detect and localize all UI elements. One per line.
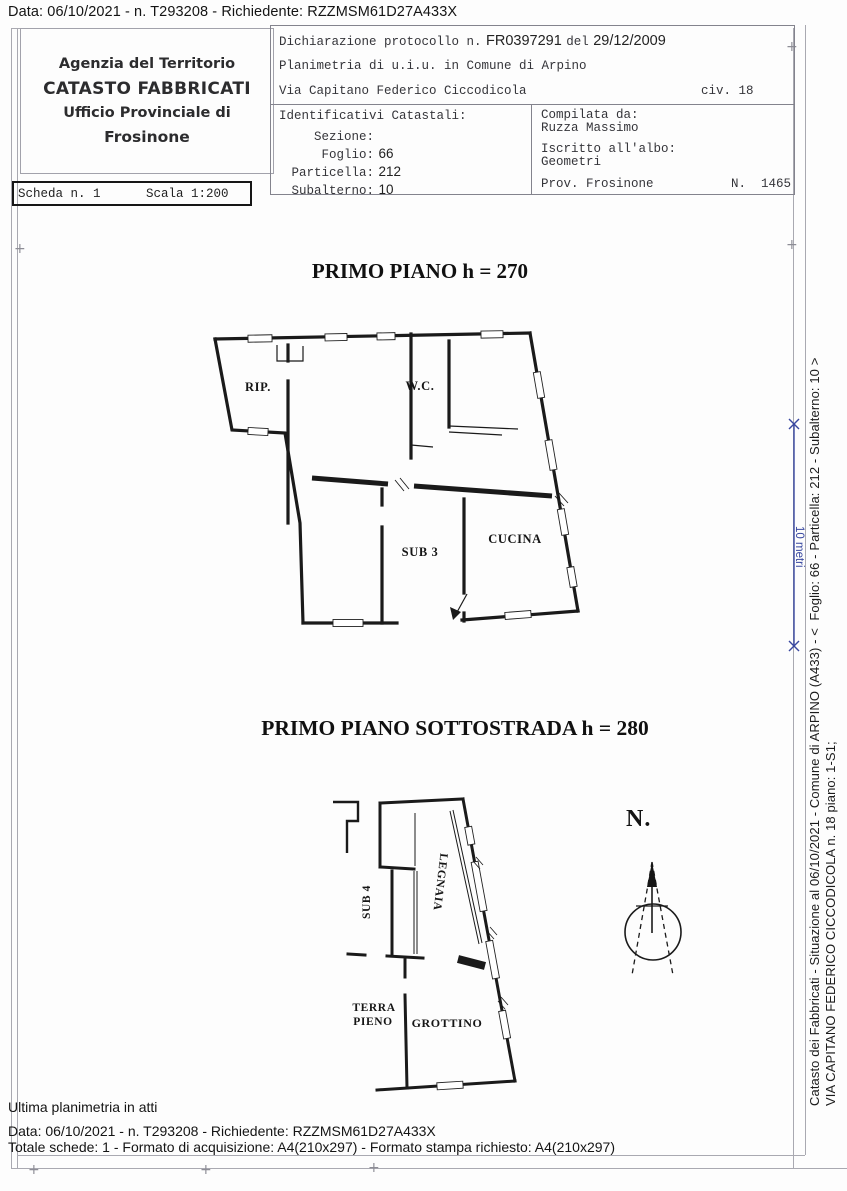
registration-mark: + bbox=[786, 237, 798, 253]
compiler-number: N. 1465 bbox=[731, 177, 792, 191]
sheet-number: Scheda n. 1 bbox=[18, 186, 101, 201]
plan2-detached-wall bbox=[333, 802, 358, 853]
compiler-cell bbox=[531, 104, 794, 194]
declaration-del: del bbox=[566, 35, 589, 49]
plan2-title: PRIMO PIANO SOTTOSTRADA h = 280 bbox=[261, 716, 649, 740]
room-label-pieno: PIENO bbox=[353, 1016, 393, 1028]
room-label-wc: W.C. bbox=[405, 379, 435, 393]
declaration-street: Via Capitano Federico Ciccodicola bbox=[279, 84, 527, 98]
room-label-sub3: SUB 3 bbox=[401, 545, 439, 559]
protocol-number: FR0397291 bbox=[486, 33, 562, 49]
identifier-value: 10 bbox=[378, 182, 394, 197]
agency-line3: Ufficio Provinciale di bbox=[63, 105, 231, 121]
identifier-label: Particella: bbox=[291, 166, 374, 180]
footer-line2: Data: 06/10/2021 - n. T293208 - Richiedente: RZZMSM61D27A433X bbox=[8, 1123, 436, 1139]
identifiers-title: Identificativi Catastali: bbox=[279, 109, 467, 123]
identifier-label: Sezione: bbox=[313, 130, 374, 144]
protocol-date: 29/12/2009 bbox=[593, 33, 666, 49]
sheet-scale-box bbox=[12, 181, 252, 206]
room-label-rip: RIP. bbox=[245, 380, 271, 394]
floor-plan-sottostrada bbox=[330, 795, 530, 1095]
declaration-label: Dichiarazione protocollo n. bbox=[279, 35, 482, 49]
north-arrow-icon bbox=[600, 805, 710, 990]
registration-mark: + bbox=[28, 1162, 40, 1178]
sidebar-text-line1: Catasto dei Fabbricati - Situazione al 06/10/2021 - Comune di ARPINO (A433) - < Foglio: 66 - Particella: 212 - Subalterno: 10 > bbox=[807, 357, 822, 1106]
plan1-walls bbox=[215, 333, 578, 623]
compiler-province: Prov. Frosinone bbox=[541, 177, 654, 191]
room-label-grottino: GROTTINO bbox=[411, 1016, 483, 1030]
frame-right-outer bbox=[805, 25, 806, 1155]
agency-line1: Agenzia del Territorio bbox=[58, 56, 236, 72]
registration-mark: + bbox=[14, 241, 26, 257]
room-label-legnaia: LEGNAIA bbox=[430, 852, 450, 912]
compiler-albo-label: Iscritto all'albo: bbox=[541, 142, 677, 156]
identifier-value: 212 bbox=[378, 164, 401, 179]
declaration-line1 bbox=[279, 32, 666, 50]
header-table bbox=[270, 25, 795, 198]
identifier-value: 66 bbox=[378, 146, 394, 161]
plan1-thin-walls bbox=[277, 345, 518, 447]
compiler-name: Ruzza Massimo bbox=[541, 121, 639, 135]
room-label-terra: TERRA bbox=[352, 1002, 396, 1014]
compiler-label: Compilata da: bbox=[541, 108, 639, 122]
footer-line1: Ultima planimetria in atti bbox=[8, 1099, 158, 1115]
agency-header-box bbox=[20, 28, 274, 174]
registration-mark: + bbox=[200, 1162, 212, 1178]
sheet-scale: Scala 1:200 bbox=[146, 186, 229, 201]
room-label-sub4: SUB 4 bbox=[361, 885, 373, 919]
compiler-albo: Geometri bbox=[541, 155, 602, 169]
registration-mark: + bbox=[368, 1160, 380, 1176]
declaration-civic: civ. 18 bbox=[701, 84, 754, 98]
floor-plan-primo-piano bbox=[200, 315, 595, 635]
identifier-row-sezione bbox=[279, 127, 374, 145]
north-label: N. bbox=[626, 806, 652, 832]
registration-mark: + bbox=[786, 39, 798, 55]
declaration-line2: Planimetria di u.i.u. in Comune di Arpino bbox=[279, 59, 587, 73]
footer-line3: Totale schede: 1 - Formato di acquisizione: A4(210x297) - Formato stampa richiesto: A4(210x297) bbox=[8, 1139, 615, 1155]
identifiers-cell bbox=[271, 104, 531, 198]
frame-bottom-outer bbox=[11, 1168, 847, 1169]
frame-bottom-inner bbox=[17, 1155, 805, 1156]
plan1-title: PRIMO PIANO h = 270 bbox=[311, 259, 529, 283]
top-bar-text: Data: 06/10/2021 - n. T293208 - Richiedente: RZZMSM61D27A433X bbox=[8, 4, 458, 20]
plan2-wall-chunk bbox=[458, 959, 485, 966]
room-label-cucina: CUCINA bbox=[488, 532, 542, 546]
scale-bar-label: 10 metri bbox=[793, 526, 805, 568]
agency-line2: CATASTO FABBRICATI bbox=[43, 79, 251, 99]
identifier-row-subalterno bbox=[279, 181, 393, 199]
identifier-row-foglio bbox=[279, 145, 393, 163]
identifier-label: Foglio: bbox=[321, 148, 374, 162]
agency-line4: Frosinone bbox=[104, 128, 190, 146]
plan1-corridor-wall bbox=[312, 478, 552, 496]
identifier-row-particella bbox=[279, 163, 401, 181]
sidebar-text-line2: VIA CAPITANO FEDERICO CICCODICOLA n. 18 piano: 1-S1; bbox=[823, 741, 838, 1106]
identifier-label: Subalterno: bbox=[291, 184, 374, 198]
